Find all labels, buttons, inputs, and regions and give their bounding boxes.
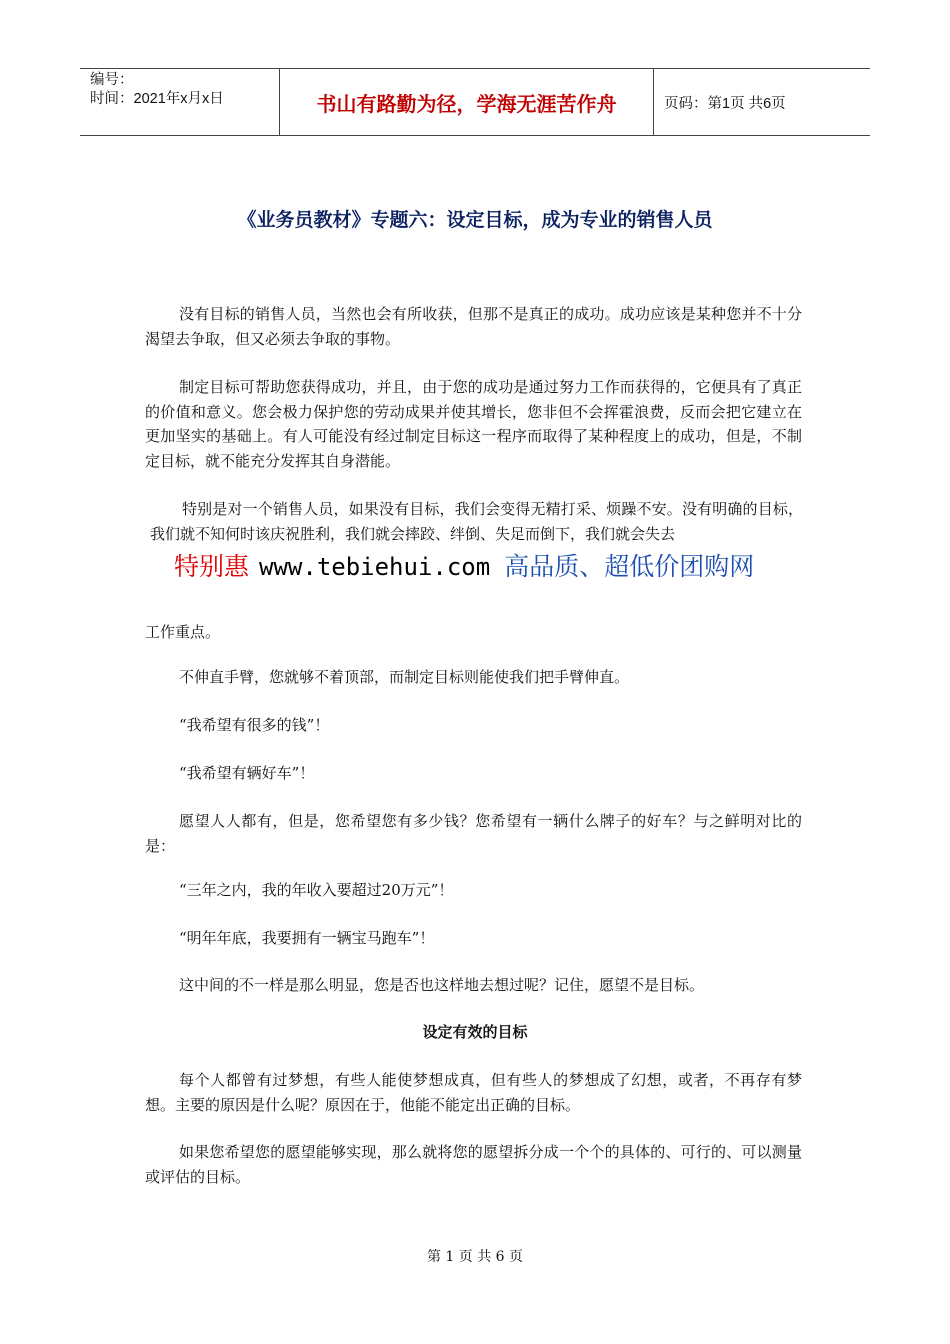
- quote: “我希望有辆好车”！: [179, 764, 315, 782]
- ad-brand: 特别惠: [174, 552, 250, 581]
- time-label: 时间：2021年x月x日: [90, 91, 224, 107]
- paragraph: 这中间的不一样是那么明显，您是否也这样地去想过呢？记住，愿望不是目标。: [179, 976, 705, 994]
- header-meta: [80, 69, 280, 135]
- code-label: 编号：: [90, 72, 134, 88]
- ad-url[interactable]: www.tebiehui.com: [259, 553, 491, 581]
- document-title: 《业务员教材》专题六：设定目标，成为专业的销售人员: [237, 209, 713, 231]
- page-header: [80, 68, 870, 136]
- quote: “明年年底，我要拥有一辆宝马跑车”！: [179, 929, 435, 947]
- header-motto: 书山有路勤为径，学海无涯苦作舟: [280, 69, 654, 135]
- ad-slogan: 高品质、超低价团购网: [504, 552, 755, 581]
- quote: “三年之内，我的年收入要超过20万元”！: [179, 881, 454, 899]
- section-heading: 设定有效的目标: [422, 1023, 528, 1041]
- paragraph: 制定目标可帮助您获得成功，并且，由于您的成功是通过努力工作而获得的，它便具有了真正的价值和意义。您会极力保护您的劳动成果并使其增长，您非但不会挥霍浪费，反而会把它建立在更加坚实的基础上。有人可能没有经过制定目标这一程序而取得了某种程度上的成功，但是，不制定目标，就不能充分发挥其自身潜能。: [145, 378, 802, 470]
- header-page-info: 页码：第1页 共6页: [664, 95, 786, 112]
- paragraph: 特别是对一个销售人员，如果没有目标，我们会变得无精打采、烦躁不安。没有明确的目标，我们就不知何时该庆祝胜利，我们就会摔跤、绊倒、失足而倒下，我们就会失去: [150, 500, 803, 543]
- paragraph: 如果您希望您的愿望能够实现，那么就将您的愿望拆分成一个个的具体的、可行的、可以测量或评估的目标。: [145, 1143, 802, 1186]
- paragraph: 不伸直手臂，您就够不着顶部，而制定目标则能使我们把手臂伸直。: [179, 668, 630, 686]
- paragraph: 每个人都曾有过梦想，有些人能使梦想成真，但有些人的梦想成了幻想，或者，不再存有梦想。主要的原因是什么呢？原因在于，他能不能定出正确的目标。: [145, 1071, 802, 1114]
- page-footer: 第 1 页 共 6 页: [426, 1249, 524, 1265]
- paragraph: 愿望人人都有，但是，您希望您有多少钱？您希望有一辆什么牌子的好车？与之鲜明对比的是：: [145, 812, 802, 855]
- paragraph: 没有目标的销售人员，当然也会有所收获，但那不是真正的成功。成功应该是某种您并不十分渴望去争取，但又必须去争取的事物。: [145, 305, 802, 348]
- quote: “我希望有很多的钱”！: [179, 716, 330, 734]
- paragraph: 工作重点。: [145, 623, 221, 641]
- advertisement-banner[interactable]: [174, 547, 754, 583]
